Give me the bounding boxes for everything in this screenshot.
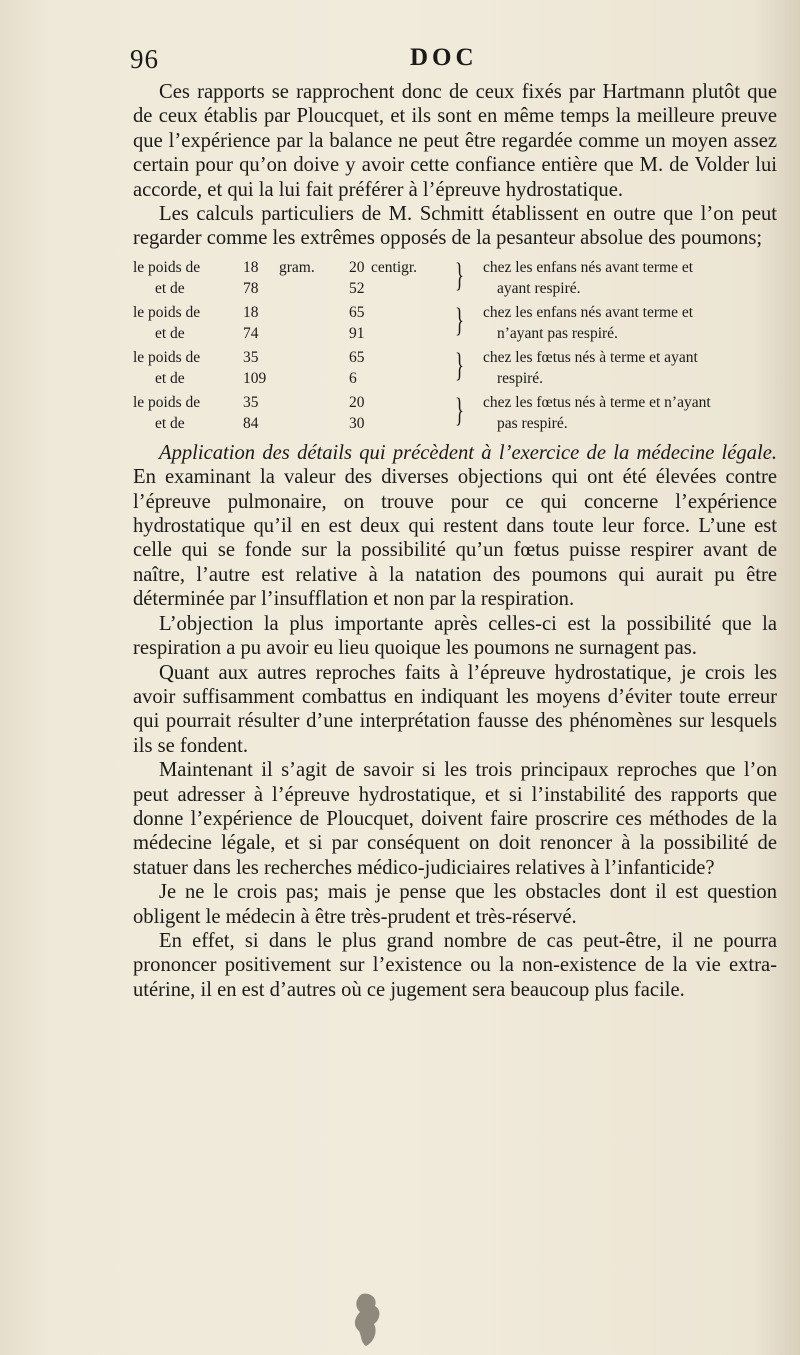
centigrams-value: 65: [349, 348, 365, 366]
centigrams-value: 52: [349, 279, 365, 297]
grams-value: 35: [243, 393, 259, 411]
grams-value: 109: [243, 369, 267, 387]
table-row: [133, 257, 777, 302]
body-text: [133, 80, 777, 1002]
brace-icon: }: [455, 256, 464, 294]
paragraph: Maintenant il s’agit de savoir si les trois principaux reproches que l’on peut adresser à l’épreuve hydrostatique, et si l’instabilité des rapports que donne l’expérience de Ploucquet, doivent faire proscrire ces méthodes de la médecine légale, et si par conséquent on doit renoncer à la possibilité de statuer dans les recherches médico-judiciaires relatives à l’infanticide?: [133, 759, 777, 879]
paragraph: En effet, si dans le plus grand nombre de cas peut-être, il ne pourra prononcer positivement sur l’existence ou la non-existence de la vie extra-utérine, il en est d’autres où ce jugement sera beaucoup plus facile.: [133, 929, 777, 1001]
running-head: DOC: [410, 44, 478, 71]
paragraph: Quant aux autres reproches faits à l’épreuve hydrostatique, je crois les avoir suffisamment combattus en indiquant les moyens d’éviter toute erreur qui pourrait résulter d’une interprétation fausse des phénomènes sur lesquels ils se fondent.: [133, 661, 777, 757]
paragraph-text: En examinant la valeur des diverses objections qui ont été élevées contre l’épreuve pulmonaire, on trouve pour ce qui concerne l’expérience hydrostatique qu’il en est deux qui restent dans toute leur force. L’une est celle qui se fonde sur la possibilité qu’un fœtus puisse respirer avant de naître, l’autre est relative à la natation des poumons qui aurait pu être déterminée par l’insufflation et non par la respiration.: [133, 466, 777, 611]
row-description: chez les enfans nés avant terme et n’ayant pas respiré.: [483, 303, 694, 342]
brace-icon: }: [455, 301, 464, 339]
paragraph: L’objection la plus importante après celles-ci est la possibilité que la respiration a pu avoir eu lieu quoique les poumons ne surnagent pas.: [133, 612, 777, 660]
page-header: [130, 44, 780, 78]
grams-value: 35: [243, 348, 259, 366]
row-label: le poids de: [133, 258, 201, 276]
centigrams-value: 20: [349, 258, 365, 276]
section-heading: Application des détails qui précèdent à l’exercice de la médecine légale.: [159, 441, 777, 464]
grams-value: 78: [243, 279, 259, 297]
table-row: [133, 392, 777, 437]
row-label: et de: [155, 414, 185, 432]
row-label: le poids de: [133, 348, 201, 366]
page-number: 96: [130, 44, 159, 74]
row-label: le poids de: [133, 303, 201, 321]
ink-stain-icon: [348, 1290, 388, 1350]
row-label: et de: [155, 369, 185, 387]
brace-icon: }: [455, 391, 464, 429]
row-description: chez les enfans nés avant terme et ayant respiré.: [483, 258, 694, 297]
centigrams-value: 20: [349, 393, 365, 411]
row-label: et de: [155, 324, 185, 342]
paragraph: Je ne le crois pas; mais je pense que les obstacles dont il est question obligent le médecin à être très-prudent et très-réservé.: [133, 881, 777, 928]
paragraph: [133, 441, 777, 612]
centigrams-value: 6: [349, 369, 357, 387]
lung-weights-table: [133, 257, 777, 437]
centigrams-unit: centigr.: [371, 258, 418, 276]
row-description: chez les fœtus nés à terme et n’ayant pas respiré.: [483, 393, 711, 432]
grams-unit: gram.: [279, 258, 315, 276]
centigrams-value: 30: [349, 414, 365, 432]
table-row: [133, 302, 777, 347]
grams-value: 18: [243, 303, 259, 321]
brace-icon: }: [455, 346, 464, 384]
paragraph: Ces rapports se rapprochent donc de ceux fixés par Hartmann plutôt que de ceux établis par Ploucquet, et ils sont en même temps la meilleure preuve que l’expérience par la balance ne peut être regardée comme un moyen assez certain pour qu’on doive y avoir cette confiance entière que M. de Volder lui accorde, et qui la lui fait préférer à l’épreuve hydrostatique.: [133, 81, 777, 201]
grams-value: 84: [243, 414, 259, 432]
grams-value: 74: [243, 324, 259, 342]
table-row: [133, 347, 777, 392]
row-label: le poids de: [133, 393, 201, 411]
centigrams-value: 91: [349, 324, 365, 342]
grams-value: 18: [243, 258, 259, 276]
paragraph: Les calculs particuliers de M. Schmitt établissent en outre que l’on peut regarder comme les extrêmes opposés de la pesanteur absolue des poumons;: [133, 203, 777, 250]
centigrams-value: 65: [349, 303, 365, 321]
row-label: et de: [155, 279, 185, 297]
row-description: chez les fœtus nés à terme et ayant respiré.: [483, 348, 698, 387]
